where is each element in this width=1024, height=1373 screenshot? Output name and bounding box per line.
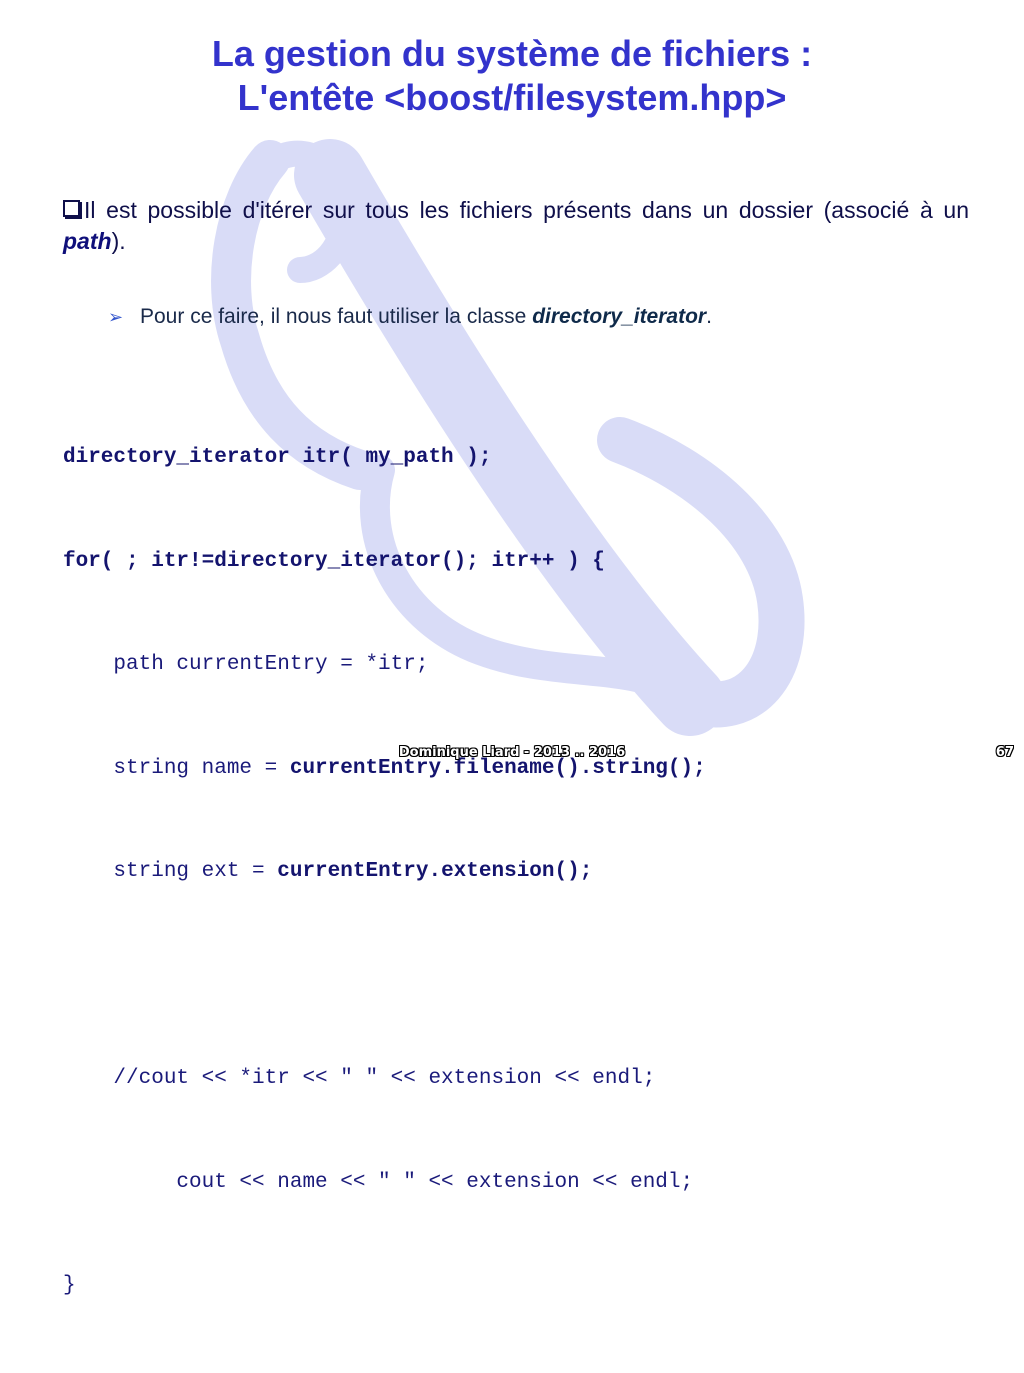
bullet-2-text: Pour ce faire, il nous faut utiliser la classe	[140, 305, 533, 328]
code-line: cout << name << " " << extension << endl;	[63, 1170, 694, 1194]
code-line: }	[63, 1274, 76, 1297]
slide-title-line2: L'entête <boost/filesystem.hpp>	[237, 77, 787, 118]
code-line: for( ; itr!=directory_iterator(); itr++ ) {	[63, 549, 605, 573]
page-number: 67	[995, 745, 1014, 760]
bullet-1-text: Il est possible d'itérer sur tous les fichiers présents dans un dossier (associé à un	[84, 197, 969, 223]
code-segment: string ext =	[63, 860, 278, 883]
bullet-point-1	[63, 195, 969, 257]
code-line-blank	[63, 959, 706, 994]
code-line	[63, 855, 706, 890]
code-line: directory_iterator itr( my_path );	[63, 446, 492, 469]
bullet-2-text-end: .	[706, 305, 712, 328]
slide-title	[0, 32, 1024, 120]
bullet-point-2	[108, 303, 978, 331]
code-segment-bold: currentEntry.filename().string();	[289, 756, 706, 780]
bullet-1-emphasis: path	[63, 228, 112, 254]
slide-title-line1: La gestion du système de fichiers :	[211, 33, 813, 74]
code-block	[63, 372, 706, 1373]
code-line: path currentEntry = *itr;	[63, 653, 429, 676]
checkbox-bullet-icon	[63, 200, 80, 217]
code-segment-bold: currentEntry.extension();	[277, 860, 593, 883]
arrow-bullet-icon: ➢	[108, 307, 124, 327]
code-line: //cout << *itr << " " << extension << endl;	[63, 1067, 656, 1090]
code-segment: string name =	[63, 756, 290, 780]
footer-author: Dominique Liard - 2013 .. 2016	[398, 745, 626, 760]
bullet-2-emphasis: directory_iterator	[532, 305, 707, 328]
bullet-1-text-end: ).	[111, 228, 126, 254]
